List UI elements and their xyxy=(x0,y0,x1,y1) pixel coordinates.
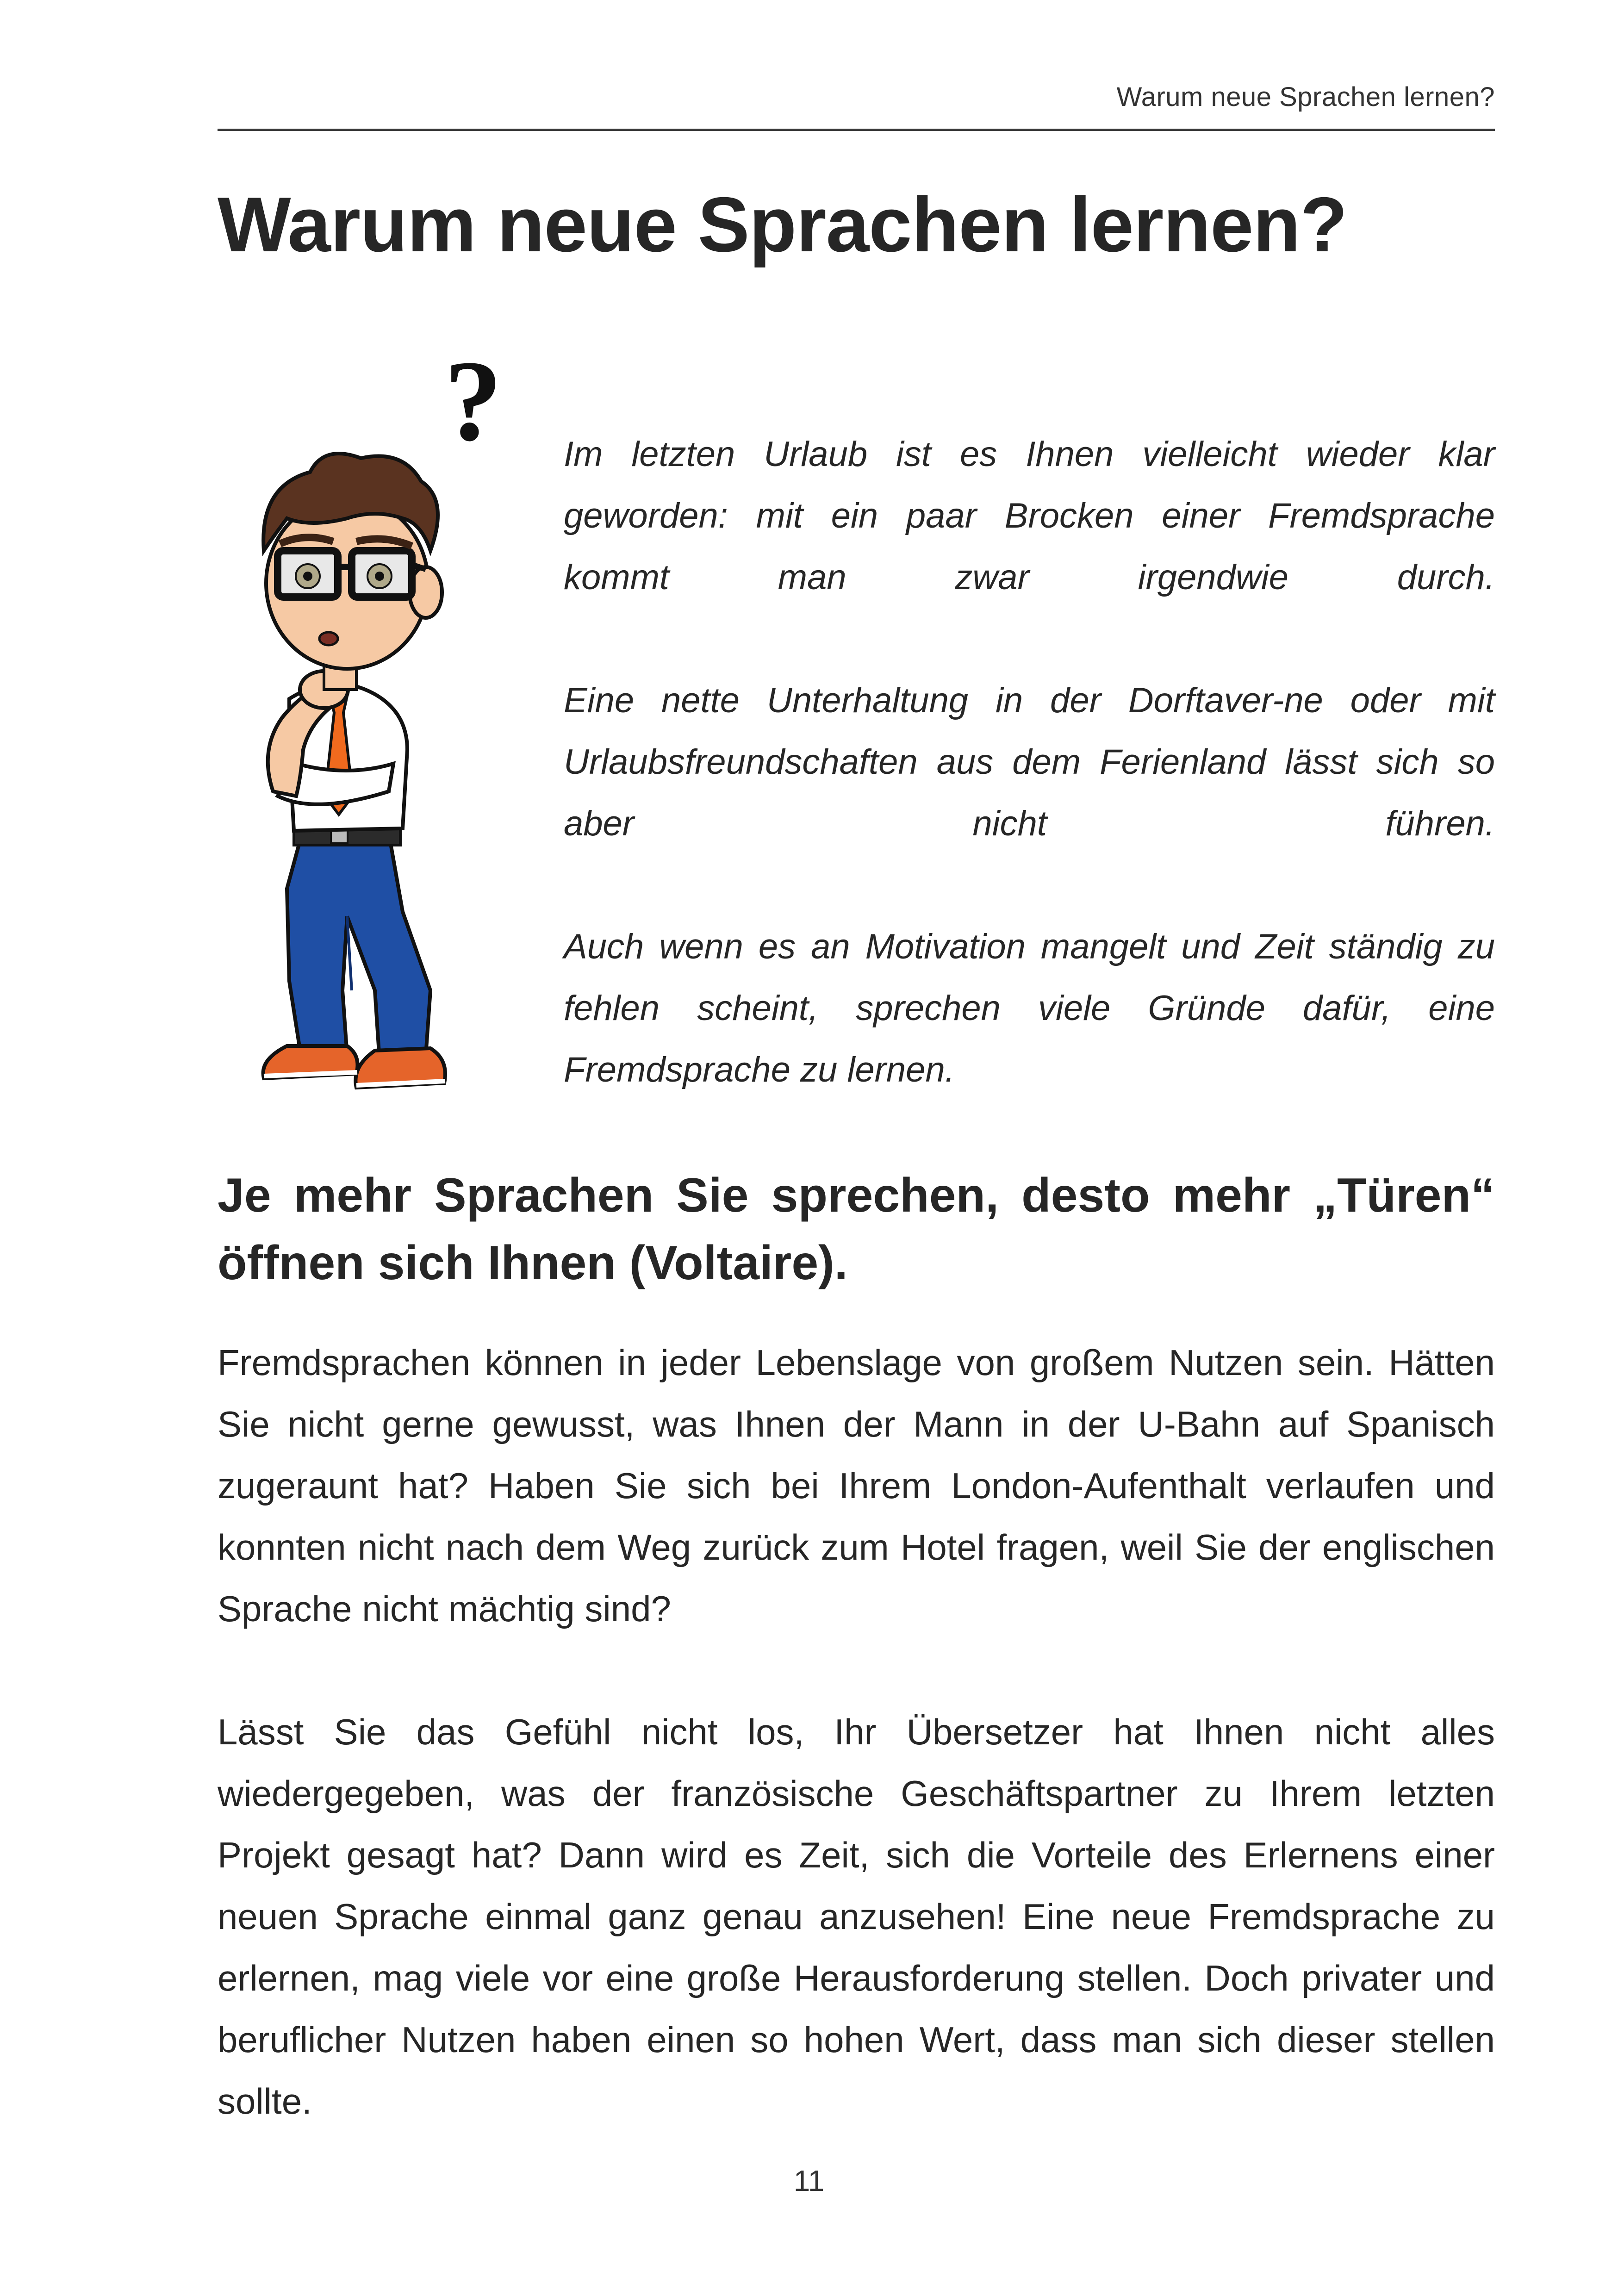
body-paragraph-1: Fremdsprachen können in jeder Lebenslage von großem Nutzen sein. Hätten Sie nicht gerne gewusst, was Ihnen der Mann in der U-Bahn auf Spanisch zugeraunt hat? Haben Sie sich bei Ihrem London-Aufenthalt verlaufen und konnten nicht nach dem Weg zurück zum Hotel fragen, weil Sie der englischen Sprache nicht mächtig sind? xyxy=(218,1342,1495,1629)
question-mark-icon: ? xyxy=(444,337,502,465)
section-subheading: Je mehr Sprachen Sie sprechen, desto mehr „Türen“ öffnen sich Ihnen (Voltaire). xyxy=(218,1169,1495,1290)
thinking-man-icon xyxy=(208,333,532,1129)
page-title: Warum neue Sprachen lernen? xyxy=(218,181,1347,268)
body-paragraph-2: Lässt Sie das Gefühl nicht los, Ihr Übersetzer hat Ihnen nicht alles wiedergegeben, was der französische Geschäftspartner zu Ihrem letzten Projekt gesagt hat? Dann wird es Zeit, sich die Vorteile des Erlernens einer neuen Sprache einmal ganz genau anzusehen! Eine neue Fremdsprache zu erlernen, mag viele vor eine große Herausforderung stellen. Doch privater und beruflicher Nutzen haben einen so hohen Wert, dass man sich dieser stellen sollte. xyxy=(218,1711,1495,2122)
intro-text xyxy=(564,423,1495,1101)
page-number: 11 xyxy=(793,2164,825,2197)
header-rule xyxy=(218,129,1495,131)
body-text xyxy=(218,1332,1495,2194)
intro-paragraph-1: Im letzten Urlaub ist es Ihnen vielleicht wieder klar geworden: mit ein paar Brocken einer Fremdsprache kommt man zwar irgendwie durch. xyxy=(564,435,1495,597)
intro-paragraph-3: Auch wenn es an Motivation mangelt und Zeit ständig zu fehlen scheint, sprechen viele Gründe dafür, eine Fremdsprache zu lernen. xyxy=(564,927,1495,1089)
running-header: Warum neue Sprachen lernen? xyxy=(1116,82,1495,112)
intro-paragraph-2: Eine nette Unterhaltung in der Dorftaver-ne oder mit Urlaubsfreundschaften aus dem Ferienland lässt sich so aber nicht führen. xyxy=(564,681,1495,843)
